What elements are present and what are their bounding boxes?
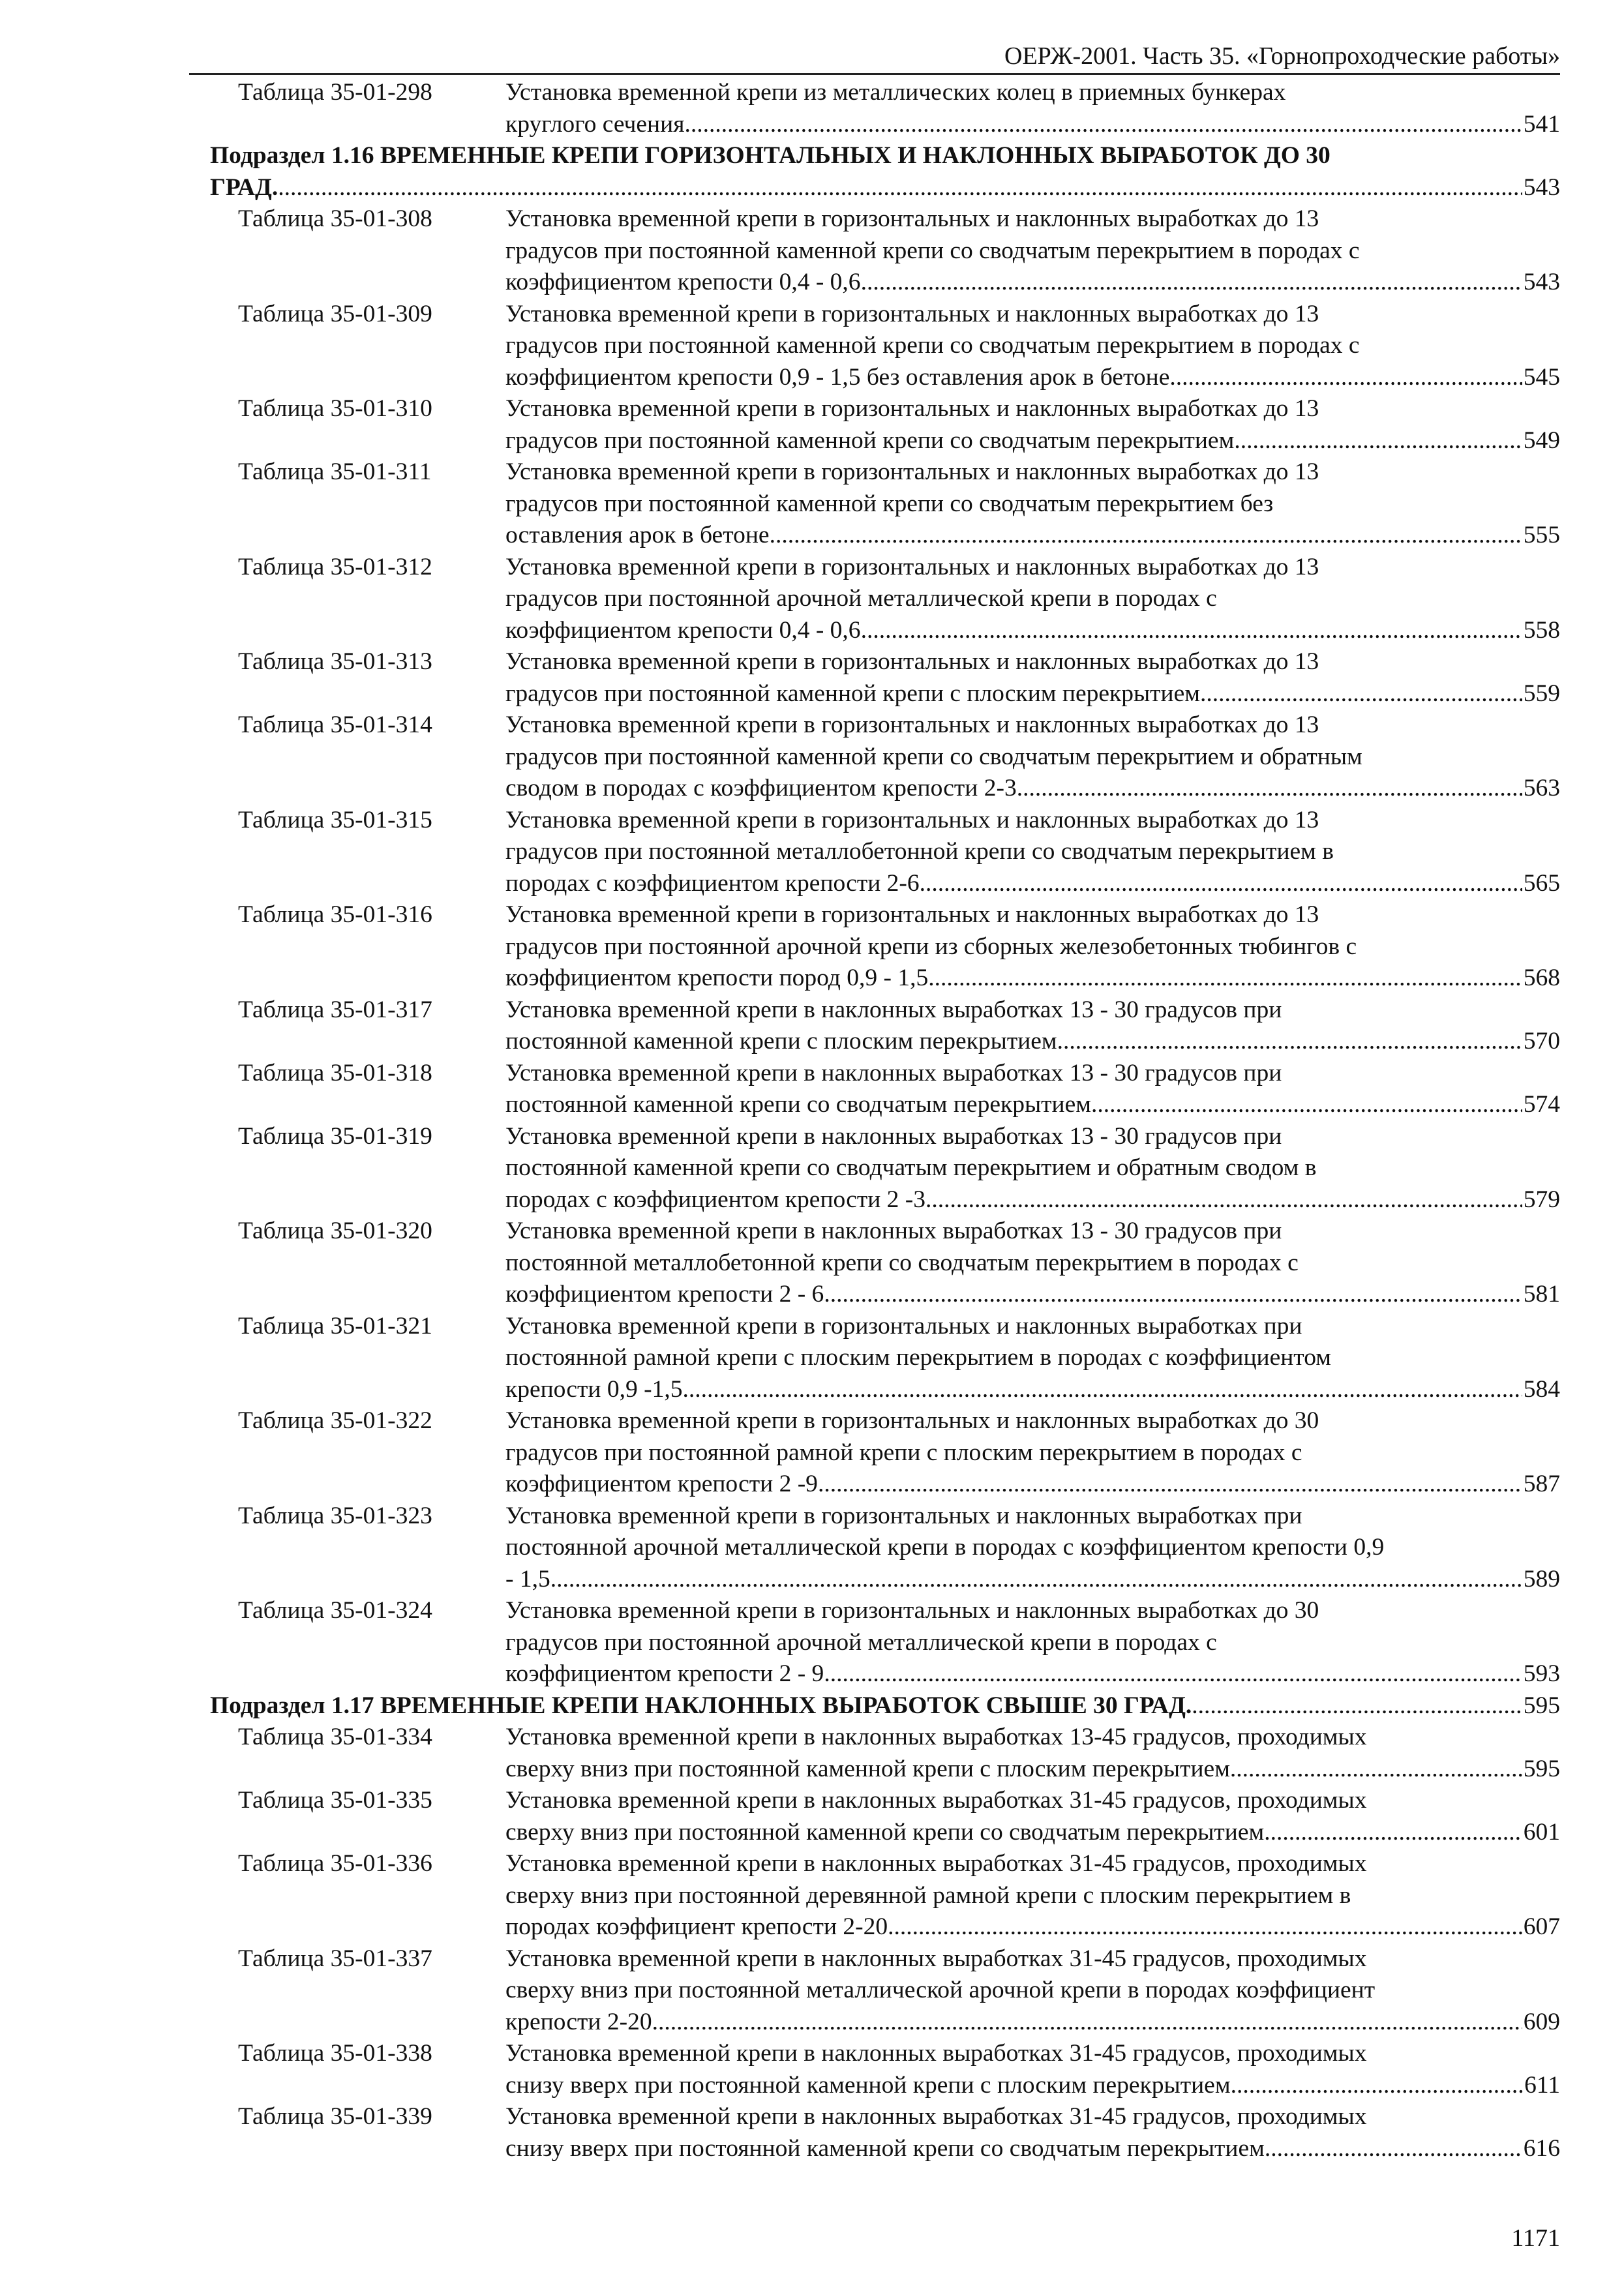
section-title — [210, 1690, 1560, 1722]
table-title — [505, 995, 1560, 1058]
title-line: Установка временной крепи в наклонных выработках 13 - 30 градусов при — [505, 996, 1282, 1023]
table-label: Таблица 35-01-319 — [238, 1122, 432, 1150]
toc-entry — [210, 552, 1560, 647]
page-ref: 549 — [1523, 426, 1560, 454]
title-line: Установка временной крепи в горизонтальных и наклонных выработках до 30 — [505, 1597, 1319, 1624]
table-title — [505, 552, 1560, 647]
page-ref: 595 — [1523, 1692, 1560, 1719]
title-line: оставления арок в бетоне — [505, 522, 770, 548]
table-title — [505, 2038, 1560, 2101]
page-ref: 584 — [1523, 1375, 1560, 1403]
title-line: сверху вниз при постоянной металлической арочной крепи в породах коэффициент — [505, 1977, 1376, 2003]
table-title — [505, 299, 1560, 394]
title-line: градусов при постоянной каменной крепи со сводчатым перекрытием в породах с — [505, 237, 1360, 264]
title-line: коэффициентом крепости 2 -9 — [505, 1471, 818, 1497]
dot-leader — [824, 1279, 1522, 1311]
dot-leader — [1017, 773, 1522, 805]
title-line: Установка временной крепи в горизонтальных и наклонных выработках до 13 — [505, 806, 1319, 833]
title-line: Подраздел 1.17 ВРЕМЕННЫЕ КРЕПИ НАКЛОННЫХ ВЫРАБОТОК СВЫШЕ 30 ГРАД. — [210, 1692, 1192, 1719]
table-title — [505, 899, 1560, 995]
title-line: постоянной металлобетонной крепи со сводчатым перекрытием в породах с — [505, 1249, 1299, 1276]
table-label: Таблица 35-01-310 — [238, 395, 432, 422]
section-title — [210, 140, 1560, 203]
page-ref: 543 — [1523, 173, 1560, 201]
toc-entry — [210, 299, 1560, 394]
table-title — [505, 1848, 1560, 1943]
dot-leader — [925, 1184, 1522, 1216]
toc-entry — [210, 1848, 1560, 1943]
dot-leader — [1057, 1026, 1522, 1058]
dot-leader — [550, 1564, 1522, 1596]
dot-leader — [652, 2007, 1522, 2039]
toc-entry — [210, 1943, 1560, 2039]
page-ref: 555 — [1523, 522, 1560, 548]
dot-leader — [684, 109, 1522, 141]
table-title — [505, 710, 1560, 805]
dot-leader — [1264, 1817, 1522, 1849]
table-title — [505, 1785, 1560, 1848]
title-line: крепости 0,9 -1,5 — [505, 1375, 683, 1403]
title-line: Установка временной крепи в горизонтальных и наклонных выработках до 13 — [505, 395, 1319, 422]
title-line: Установка временной крепи в наклонных выработках 13 - 30 градусов при — [505, 1122, 1282, 1150]
title-line: Установка временной крепи в наклонных выработках 13 - 30 градусов при — [505, 1059, 1282, 1086]
table-label: Таблица 35-01-339 — [238, 2103, 432, 2130]
table-label: Таблица 35-01-308 — [238, 205, 432, 232]
table-label: Таблица 35-01-313 — [238, 648, 432, 675]
table-label: Таблица 35-01-315 — [238, 806, 432, 833]
dot-leader — [824, 1658, 1522, 1690]
title-line: породах с коэффициентом крепости 2-6 — [505, 869, 920, 897]
title-line: градусов при постоянной арочной металлической крепи в породах с — [505, 585, 1217, 612]
header-rule — [189, 73, 1560, 75]
table-label: Таблица 35-01-338 — [238, 2040, 432, 2067]
title-line: коэффициентом крепости пород 0,9 - 1,5 — [505, 965, 929, 991]
title-line: Установка временной крепи в наклонных выработках 31-45 градусов, проходимых — [505, 2103, 1367, 2130]
title-line: коэффициентом крепости 2 - 6 — [505, 1281, 824, 1308]
page-ref: 579 — [1523, 1186, 1560, 1213]
page-ref: 568 — [1523, 965, 1560, 991]
title-line: породах с коэффициентом крепости 2 -3 — [505, 1186, 926, 1213]
page-ref: 543 — [1523, 269, 1560, 295]
title-line: Установка временной крепи в горизонтальных и наклонных выработках до 13 — [505, 901, 1319, 928]
table-title — [505, 805, 1560, 900]
table-title — [505, 646, 1560, 710]
title-line: Установка временной крепи в горизонтальных и наклонных выработках до 30 — [505, 1407, 1319, 1434]
dot-leader — [1265, 2133, 1522, 2165]
page-ref: 607 — [1523, 1913, 1560, 1940]
title-line: коэффициентом крепости 2 - 9 — [505, 1660, 824, 1687]
table-title — [505, 77, 1560, 140]
toc-entry — [210, 2101, 1560, 2164]
title-line: Установка временной крепи в наклонных выработках 31-45 градусов, проходимых — [505, 1945, 1367, 1972]
title-line: Установка временной крепи в наклонных выработках 31-45 градусов, проходимых — [505, 2040, 1367, 2067]
title-line: ГРАД. — [210, 173, 278, 201]
title-line: крепости 2-20 — [505, 2008, 652, 2035]
toc-entry — [210, 1595, 1560, 1690]
dot-leader — [682, 1374, 1522, 1406]
title-line: градусов при постоянной арочной крепи из сборных железобетонных тюбингов с — [505, 933, 1357, 960]
table-label: Таблица 35-01-318 — [238, 1059, 432, 1086]
title-line: Установка временной крепи в горизонтальных и наклонных выработках при — [505, 1312, 1302, 1339]
toc-entry — [210, 1216, 1560, 1311]
table-title — [505, 393, 1560, 456]
dot-leader — [1234, 425, 1522, 457]
title-line: - 1,5 — [505, 1565, 550, 1593]
title-line: Установка временной крепи в горизонтальных и наклонных выработках до 13 — [505, 711, 1319, 738]
title-line: коэффициентом крепости 0,4 - 0,6 — [505, 269, 861, 295]
toc-entry — [210, 646, 1560, 710]
toc-entry — [210, 805, 1560, 900]
title-line: сверху вниз при постоянной каменной крепи со сводчатым перекрытием — [505, 1818, 1265, 1846]
title-line: Установка временной крепи в горизонтальных и наклонных выработках при — [505, 1502, 1302, 1529]
title-line: Подраздел 1.16 ВРЕМЕННЫЕ КРЕПИ ГОРИЗОНТАЛЬНЫХ И НАКЛОННЫХ ВЫРАБОТОК ДО 30 — [210, 142, 1331, 169]
title-line: градусов при постоянной каменной крепи со сводчатым перекрытием — [505, 426, 1235, 454]
title-line: породах коэффициент крепости 2-20 — [505, 1913, 888, 1940]
table-title — [505, 203, 1560, 299]
toc-entry — [210, 1311, 1560, 1406]
page-ref: 558 — [1523, 616, 1560, 644]
title-line: Установка временной крепи в наклонных выработках 31-45 градусов, проходимых — [505, 1850, 1367, 1877]
table-title — [505, 456, 1560, 552]
dot-leader — [861, 615, 1522, 647]
page-ref: 565 — [1523, 869, 1560, 897]
title-line: снизу вверх при постоянной каменной крепи со сводчатым перекрытием — [505, 2134, 1265, 2162]
dot-leader — [861, 267, 1522, 299]
page-ref: 559 — [1523, 680, 1560, 707]
toc-entry — [210, 1405, 1560, 1501]
page-ref: 587 — [1523, 1471, 1560, 1497]
table-title — [505, 1595, 1560, 1690]
title-line: градусов при постоянной рамной крепи с плоским перекрытием в породах с — [505, 1439, 1302, 1466]
table-label: Таблица 35-01-322 — [238, 1407, 432, 1434]
title-line: снизу вверх при постоянной каменной крепи с плоским перекрытием — [505, 2071, 1231, 2099]
table-title — [505, 1121, 1560, 1216]
dot-leader — [818, 1469, 1522, 1501]
page-ref: 595 — [1523, 1755, 1560, 1782]
table-title — [505, 1058, 1560, 1121]
running-header: ОЕРЖ-2001. Часть 35. «Горнопроходческие работы» — [1004, 42, 1560, 70]
toc-entry — [210, 393, 1560, 456]
table-label: Таблица 35-01-323 — [238, 1502, 432, 1529]
title-line: круглого сечения — [505, 110, 685, 138]
dot-leader — [1091, 1089, 1522, 1121]
title-line: коэффициентом крепости 0,9 - 1,5 без оставления арок в бетоне — [505, 363, 1170, 391]
title-line: градусов при постоянной каменной крепи со сводчатым перекрытием в породах с — [505, 332, 1360, 359]
table-label: Таблица 35-01-336 — [238, 1850, 432, 1877]
dot-leader — [770, 520, 1522, 552]
title-line: постоянной каменной крепи с плоским перекрытием — [505, 1028, 1057, 1055]
toc-entry — [210, 77, 1560, 140]
page-ref: 611 — [1524, 2071, 1560, 2099]
table-title — [505, 1501, 1560, 1596]
dot-leader — [888, 1911, 1522, 1943]
toc-entry — [210, 203, 1560, 299]
table-title — [505, 2101, 1560, 2164]
table-label: Таблица 35-01-316 — [238, 901, 432, 928]
table-title — [505, 1722, 1560, 1785]
page-ref: 601 — [1523, 1818, 1560, 1846]
page-ref: 616 — [1523, 2134, 1560, 2162]
toc-section-heading — [210, 1690, 1560, 1722]
title-line: Установка временной крепи в наклонных выработках 13-45 градусов, проходимых — [505, 1724, 1367, 1750]
page-ref: 563 — [1523, 775, 1560, 801]
page-number: 1171 — [1511, 2224, 1560, 2252]
title-line: Установка временной крепи в горизонтальных и наклонных выработках до 13 — [505, 648, 1319, 675]
table-label: Таблица 35-01-334 — [238, 1724, 432, 1750]
table-label: Таблица 35-01-298 — [238, 79, 432, 106]
toc-section-heading — [210, 140, 1560, 203]
title-line: градусов при постоянной каменной крепи с плоским перекрытием — [505, 680, 1200, 707]
title-line: Установка временной крепи в горизонтальных и наклонных выработках до 13 — [505, 300, 1319, 327]
table-label: Таблица 35-01-320 — [238, 1218, 432, 1244]
page-ref: 589 — [1523, 1565, 1560, 1593]
toc-entry — [210, 710, 1560, 805]
table-label: Таблица 35-01-335 — [238, 1787, 432, 1814]
title-line: постоянной каменной крепи со сводчатым перекрытием и обратным сводом в — [505, 1154, 1317, 1181]
dot-leader — [1230, 1754, 1522, 1786]
title-line: Установка временной крепи из металлических колец в приемных бункерах — [505, 79, 1286, 106]
dot-leader — [1200, 678, 1522, 710]
table-label: Таблица 35-01-324 — [238, 1597, 432, 1624]
toc-entry — [210, 1722, 1560, 1785]
title-line: коэффициентом крепости 0,4 - 0,6 — [505, 616, 861, 644]
table-title — [505, 1311, 1560, 1406]
title-line: Установка временной крепи в наклонных выработках 31-45 градусов, проходимых — [505, 1787, 1367, 1814]
title-line: градусов при постоянной металлобетонной крепи со сводчатым перекрытием в — [505, 838, 1334, 865]
table-label: Таблица 35-01-311 — [238, 458, 432, 485]
toc-entry — [210, 1501, 1560, 1596]
toc-entry — [210, 1785, 1560, 1848]
toc-entry — [210, 456, 1560, 552]
table-of-contents — [210, 77, 1560, 2164]
title-line: Установка временной крепи в горизонтальных и наклонных выработках до 13 — [505, 205, 1319, 232]
title-line: Установка временной крепи в горизонтальных и наклонных выработках до 13 — [505, 458, 1319, 485]
page-ref: 541 — [1523, 110, 1560, 138]
table-label: Таблица 35-01-312 — [238, 553, 432, 580]
table-title — [505, 1943, 1560, 2039]
page-ref: 593 — [1523, 1660, 1560, 1687]
table-title — [505, 1405, 1560, 1501]
page-ref: 581 — [1523, 1281, 1560, 1308]
title-line: постоянной каменной крепи со сводчатым перекрытием — [505, 1091, 1091, 1118]
dot-leader — [278, 172, 1522, 204]
page-ref: 609 — [1523, 2008, 1560, 2035]
dot-leader — [1231, 2070, 1524, 2102]
toc-entry — [210, 1058, 1560, 1121]
title-line: постоянной арочной металлической крепи в породах с коэффициентом крепости 0,9 — [505, 1534, 1385, 1561]
toc-entry — [210, 995, 1560, 1058]
title-line: постоянной рамной крепи с плоским перекрытием в породах с коэффициентом — [505, 1344, 1331, 1371]
page-ref: 574 — [1523, 1091, 1560, 1118]
title-line: сверху вниз при постоянной каменной крепи с плоским перекрытием — [505, 1755, 1230, 1782]
table-label: Таблица 35-01-337 — [238, 1945, 432, 1972]
title-line: сводом в породах с коэффициентом крепости 2-3 — [505, 775, 1017, 801]
title-line: градусов при постоянной каменной крепи со сводчатым перекрытием без — [505, 490, 1274, 517]
page-ref: 545 — [1523, 363, 1560, 391]
toc-entry — [210, 2038, 1560, 2101]
table-label: Таблица 35-01-317 — [238, 996, 432, 1023]
table-label: Таблица 35-01-309 — [238, 300, 432, 327]
title-line: градусов при постоянной арочной металлической крепи в породах с — [505, 1628, 1217, 1656]
dot-leader — [928, 963, 1522, 995]
table-label: Таблица 35-01-314 — [238, 711, 432, 738]
page-ref: 570 — [1523, 1028, 1560, 1055]
title-line: Установка временной крепи в горизонтальных и наклонных выработках до 13 — [505, 553, 1319, 580]
table-title — [505, 1216, 1560, 1311]
title-line: сверху вниз при постоянной деревянной рамной крепи с плоским перекрытием в — [505, 1881, 1351, 1909]
dot-leader — [1192, 1690, 1522, 1722]
toc-entry — [210, 1121, 1560, 1216]
title-line: градусов при постоянной каменной крепи со сводчатым перекрытием и обратным — [505, 743, 1362, 770]
table-label: Таблица 35-01-321 — [238, 1312, 432, 1339]
title-line: Установка временной крепи в наклонных выработках 13 - 30 градусов при — [505, 1218, 1282, 1244]
dot-leader — [920, 868, 1522, 900]
toc-entry — [210, 899, 1560, 995]
dot-leader — [1169, 362, 1522, 394]
